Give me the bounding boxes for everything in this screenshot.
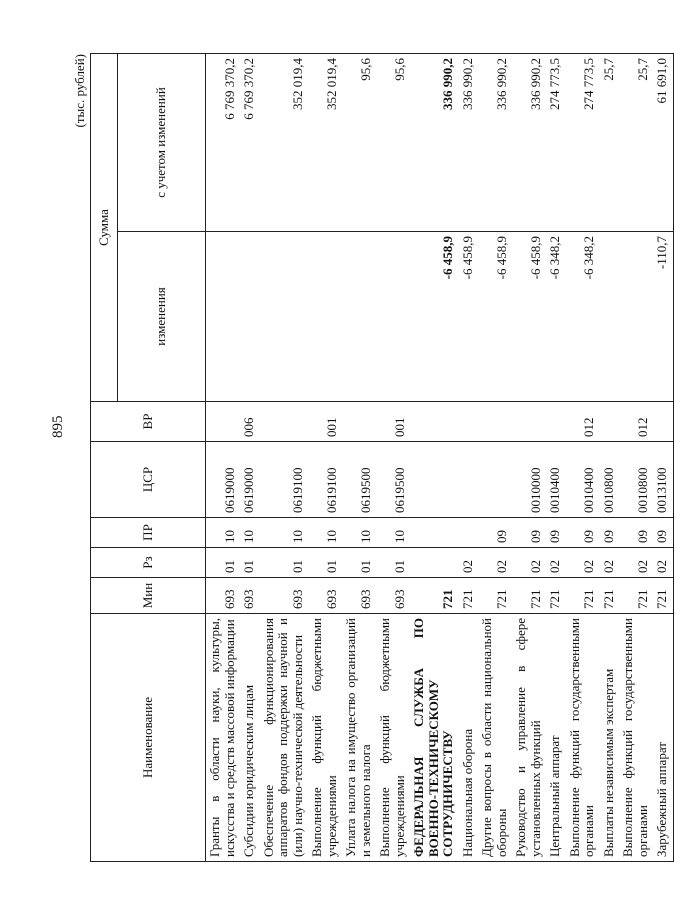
cell-name: Центральный аппарат bbox=[546, 614, 566, 862]
cell-total: 274 773,5 bbox=[546, 54, 566, 232]
cell-vr bbox=[206, 402, 241, 442]
cell-csr: 0013100 bbox=[653, 442, 673, 518]
cell-min: 721 bbox=[600, 578, 620, 614]
header-with-changes: с учетом изменений bbox=[118, 54, 206, 232]
table-row bbox=[308, 54, 342, 862]
header-rz: Рз bbox=[91, 548, 206, 578]
cell-change bbox=[376, 232, 410, 402]
cell-min: 721 bbox=[478, 578, 512, 614]
cell-min: 721 bbox=[619, 578, 653, 614]
cell-change bbox=[260, 232, 309, 402]
cell-rz: 02 bbox=[566, 548, 600, 578]
cell-pr: 09 bbox=[653, 518, 673, 548]
cell-change: -110,7 bbox=[653, 232, 673, 402]
budget-table bbox=[90, 53, 674, 862]
cell-name: Национальная оборона bbox=[459, 614, 479, 862]
cell-total: 95,6 bbox=[342, 54, 376, 232]
cell-vr bbox=[478, 402, 512, 442]
cell-min: 693 bbox=[206, 578, 241, 614]
table-row bbox=[206, 54, 241, 862]
cell-vr: 012 bbox=[566, 402, 600, 442]
table-row bbox=[459, 54, 479, 862]
units-label: (тыс. рублей) bbox=[72, 54, 87, 128]
cell-vr: 001 bbox=[376, 402, 410, 442]
cell-total: 336 990,2 bbox=[459, 54, 479, 232]
table-row bbox=[512, 54, 546, 862]
cell-name: Выполнение функций бюджетными учреждениями bbox=[308, 614, 342, 862]
cell-pr: 09 bbox=[600, 518, 620, 548]
cell-vr bbox=[600, 402, 620, 442]
cell-name: Другие вопросы в области национальной обороны bbox=[478, 614, 512, 862]
cell-csr: 0619000 bbox=[240, 442, 260, 518]
cell-csr: 0619500 bbox=[376, 442, 410, 518]
cell-total: 61 691,0 bbox=[653, 54, 673, 232]
cell-rz: 02 bbox=[546, 548, 566, 578]
cell-name: Уплата налога на имущество организаций и земельного налога bbox=[342, 614, 376, 862]
cell-min: 721 bbox=[512, 578, 546, 614]
cell-vr: 012 bbox=[619, 402, 653, 442]
cell-csr bbox=[410, 442, 459, 518]
cell-name: Выполнение функций государственными органами bbox=[619, 614, 653, 862]
cell-total: 6 769 370,2 bbox=[240, 54, 260, 232]
header-changes: изменения bbox=[118, 232, 206, 402]
cell-vr bbox=[342, 402, 376, 442]
table-row bbox=[566, 54, 600, 862]
cell-change bbox=[206, 232, 241, 402]
cell-min: 721 bbox=[410, 578, 459, 614]
cell-csr bbox=[478, 442, 512, 518]
cell-vr bbox=[653, 402, 673, 442]
cell-name: Субсидии юридическим лицам bbox=[240, 614, 260, 862]
table-row bbox=[546, 54, 566, 862]
table-row bbox=[342, 54, 376, 862]
cell-rz: 02 bbox=[619, 548, 653, 578]
cell-total: 352 019,4 bbox=[308, 54, 342, 232]
cell-min: 721 bbox=[566, 578, 600, 614]
cell-csr: 0619000 bbox=[206, 442, 241, 518]
header-name: Наименование bbox=[91, 614, 206, 862]
cell-pr bbox=[459, 518, 479, 548]
cell-rz bbox=[410, 548, 459, 578]
cell-csr: 0619100 bbox=[260, 442, 309, 518]
cell-pr bbox=[410, 518, 459, 548]
table-row bbox=[410, 54, 459, 862]
cell-rz: 02 bbox=[459, 548, 479, 578]
cell-name: Зарубежный аппарат bbox=[653, 614, 673, 862]
cell-total: 95,6 bbox=[376, 54, 410, 232]
cell-csr bbox=[459, 442, 479, 518]
cell-csr: 0010000 bbox=[512, 442, 546, 518]
header-row bbox=[91, 54, 118, 862]
cell-rz: 02 bbox=[512, 548, 546, 578]
cell-name: Выполнение функций государственными органами bbox=[566, 614, 600, 862]
cell-change bbox=[342, 232, 376, 402]
cell-change: -6 458,9 bbox=[478, 232, 512, 402]
cell-name: Выполнение функций бюджетными учреждениями bbox=[376, 614, 410, 862]
cell-rz: 01 bbox=[342, 548, 376, 578]
cell-change bbox=[308, 232, 342, 402]
cell-pr: 09 bbox=[478, 518, 512, 548]
cell-change bbox=[240, 232, 260, 402]
cell-name: Руководство и управление в сфере установленных функций bbox=[512, 614, 546, 862]
cell-total: 274 773,5 bbox=[566, 54, 600, 232]
cell-rz: 01 bbox=[240, 548, 260, 578]
rotated-budget-page bbox=[72, 54, 669, 862]
cell-name: ФЕДЕРАЛЬНАЯ СЛУЖБА ПО ВОЕННО-ТЕХНИЧЕСКОМУ СОТРУДНИЧЕСТВУ bbox=[410, 614, 459, 862]
cell-rz: 02 bbox=[478, 548, 512, 578]
cell-pr: 10 bbox=[206, 518, 241, 548]
cell-rz: 01 bbox=[206, 548, 241, 578]
cell-csr: 0010800 bbox=[619, 442, 653, 518]
cell-total: 6 769 370,2 bbox=[206, 54, 241, 232]
cell-min: 693 bbox=[260, 578, 309, 614]
cell-csr: 0619100 bbox=[308, 442, 342, 518]
cell-rz: 01 bbox=[376, 548, 410, 578]
cell-name: Гранты в области науки, культуры, искусства и средств массовой информации bbox=[206, 614, 241, 862]
cell-change: -6 348,2 bbox=[546, 232, 566, 402]
cell-vr bbox=[410, 402, 459, 442]
cell-csr: 0010400 bbox=[566, 442, 600, 518]
cell-pr: 10 bbox=[308, 518, 342, 548]
header-vr: ВР bbox=[91, 402, 206, 442]
cell-pr: 10 bbox=[260, 518, 309, 548]
cell-rz: 01 bbox=[260, 548, 309, 578]
cell-rz: 01 bbox=[308, 548, 342, 578]
header-pr: ПР bbox=[91, 518, 206, 548]
cell-rz: 02 bbox=[653, 548, 673, 578]
table-row bbox=[376, 54, 410, 862]
table-row bbox=[600, 54, 620, 862]
cell-name: Выплаты независимым экспертам bbox=[600, 614, 620, 862]
cell-change: -6 348,2 bbox=[566, 232, 600, 402]
cell-total: 25,7 bbox=[619, 54, 653, 232]
header-sum: Сумма bbox=[91, 54, 118, 402]
cell-vr: 006 bbox=[240, 402, 260, 442]
cell-pr: 10 bbox=[342, 518, 376, 548]
cell-change: -6 458,9 bbox=[410, 232, 459, 402]
cell-pr: 10 bbox=[240, 518, 260, 548]
cell-total: 25,7 bbox=[600, 54, 620, 232]
cell-vr bbox=[459, 402, 479, 442]
cell-min: 721 bbox=[459, 578, 479, 614]
cell-vr bbox=[260, 402, 309, 442]
cell-min: 693 bbox=[240, 578, 260, 614]
cell-total: 336 990,2 bbox=[512, 54, 546, 232]
cell-change: -6 458,9 bbox=[512, 232, 546, 402]
cell-min: 721 bbox=[546, 578, 566, 614]
cell-csr: 0010400 bbox=[546, 442, 566, 518]
cell-change: -6 458,9 bbox=[459, 232, 479, 402]
cell-min: 693 bbox=[342, 578, 376, 614]
cell-vr bbox=[546, 402, 566, 442]
cell-min: 693 bbox=[308, 578, 342, 614]
cell-rz: 02 bbox=[600, 548, 620, 578]
table-row bbox=[478, 54, 512, 862]
table-row bbox=[653, 54, 673, 862]
header-min: Мин bbox=[91, 578, 206, 614]
cell-pr: 09 bbox=[546, 518, 566, 548]
header-csr: ЦСР bbox=[91, 442, 206, 518]
cell-vr bbox=[512, 402, 546, 442]
cell-total: 336 990,2 bbox=[410, 54, 459, 232]
cell-total: 336 990,2 bbox=[478, 54, 512, 232]
table-body bbox=[206, 54, 674, 862]
cell-min: 693 bbox=[376, 578, 410, 614]
cell-csr: 0619500 bbox=[342, 442, 376, 518]
cell-name: Обеспечение функционирования аппаратов фондов поддержки научной и (или) научно-технической деятельности bbox=[260, 614, 309, 862]
cell-pr: 09 bbox=[566, 518, 600, 548]
table-row bbox=[260, 54, 309, 862]
cell-total: 352 019,4 bbox=[260, 54, 309, 232]
table-row bbox=[240, 54, 260, 862]
cell-pr: 09 bbox=[619, 518, 653, 548]
table-row bbox=[619, 54, 653, 862]
cell-csr: 0010800 bbox=[600, 442, 620, 518]
cell-change bbox=[619, 232, 653, 402]
cell-change bbox=[600, 232, 620, 402]
page-number: 895 bbox=[50, 415, 66, 438]
cell-pr: 09 bbox=[512, 518, 546, 548]
cell-pr: 10 bbox=[376, 518, 410, 548]
cell-vr: 001 bbox=[308, 402, 342, 442]
cell-min: 721 bbox=[653, 578, 673, 614]
